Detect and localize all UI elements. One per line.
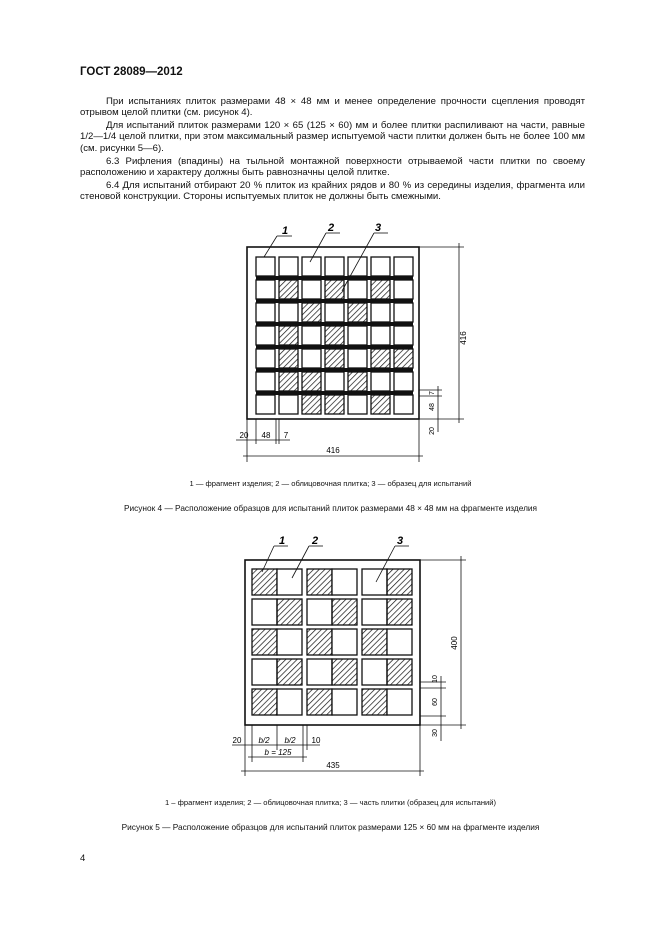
fig5-test-sample [387, 599, 412, 625]
fig4-test-sample [325, 280, 344, 299]
fig4-test-sample [371, 395, 390, 414]
fig4-test-sample [325, 349, 344, 368]
fig5-test-sample [277, 599, 302, 625]
fig4-test-sample [371, 280, 390, 299]
fig5-test-sample [362, 689, 387, 715]
fig5-dim-half-b: b/2 [284, 736, 296, 745]
fig4-joint [256, 368, 413, 372]
fig4-tile [256, 395, 275, 414]
fig5-test-sample [332, 599, 357, 625]
fig5-test-sample [387, 569, 412, 595]
fig4-joint [256, 345, 413, 349]
fig4-dim-width: 416 [326, 446, 340, 455]
page-number: 4 [80, 853, 86, 864]
fig4-legend: 1 — фрагмент изделия; 2 — облицовочная плитка; 3 — образец для испытаний [189, 479, 472, 488]
fig4-tile [394, 395, 413, 414]
fig4-callout-2: 2 [328, 222, 335, 234]
fig5-caption: Рисунок 5 — Расположение образцов для испытаний плиток размерами 125 × 60 мм на фрагменте изделия [121, 822, 540, 832]
paragraph-2: Для испытаний плиток размерами 120 × 65 (125 × 60) мм и более плитки распиливают на части, равные 1/2—1/4 целой плитки, при этом максимальный размер испытуемой части плитки должен быть не более 100 мм (см. рисунки 5—6). [80, 120, 585, 154]
fig4-test-sample [279, 349, 298, 368]
fig4-tile [325, 303, 344, 322]
fig4-test-sample [279, 280, 298, 299]
fig5-tile [252, 599, 277, 625]
fig5-legend: 1 – фрагмент изделия; 2 — облицовочная плитка; 3 — часть плитки (образец для испытаний) [164, 798, 497, 807]
page-header: ГОСТ 28089—2012 [80, 66, 183, 78]
fig5-tile [332, 569, 357, 595]
fig4-callout-3: 3 [375, 222, 382, 234]
fig4-tile [394, 280, 413, 299]
fig4-test-sample [394, 349, 413, 368]
fig4-test-sample [302, 303, 321, 322]
fig4-test-sample [302, 372, 321, 391]
fig5-tile [307, 599, 332, 625]
paragraph-1: При испытаниях плиток размерами 48 × 48 мм и менее определение прочности сцепления проводят отрывом целой плитки (см. рисунок 4). [80, 96, 585, 119]
fig5-callout-2: 2 [312, 535, 319, 547]
fig4-joint [256, 322, 413, 326]
fig4-tile [371, 326, 390, 345]
fig4-tile [279, 395, 298, 414]
fig4-test-sample [325, 395, 344, 414]
fig4-caption: Рисунок 4 — Расположение образцов для испытаний плиток размерами 48 × 48 мм на фрагменте изделия [123, 503, 538, 513]
fig4-tile [394, 372, 413, 391]
fig4-tile [302, 280, 321, 299]
fig4-tile [256, 257, 275, 276]
fig5-dim-height: 400 [450, 636, 459, 650]
fig5-dim-tile-h: 60 [432, 698, 439, 706]
fig4-tile [302, 326, 321, 345]
paragraph-3: 6.3 Рифления (впадины) на тыльной монтажной поверхности отрываемой части плитки по своему расположению и характеру должны быть равнозначны целой плитке. [80, 156, 585, 179]
fig5-test-sample [362, 629, 387, 655]
fig4-tile [256, 326, 275, 345]
fig5-test-sample [387, 659, 412, 685]
fig5-tile [387, 689, 412, 715]
fig4-dim-tile: 48 [261, 431, 271, 440]
paragraph-4: 6.4 Для испытаний отбирают 20 % плиток из крайних рядов и 80 % из середины изделия, фрагмента или стеновой конструкции. Стороны испытуемых плиток не должны быть смежными. [80, 180, 585, 203]
fig4-dim-tile-v: 48 [429, 403, 436, 411]
fig4-tile [256, 303, 275, 322]
fig5-dim-joint-h: 10 [432, 675, 439, 683]
fig4-test-sample [371, 349, 390, 368]
fig5-tile [252, 659, 277, 685]
fig4-tile [348, 326, 367, 345]
fig4-joint [256, 299, 413, 303]
fig5-test-sample [332, 659, 357, 685]
fig4-tile [302, 349, 321, 368]
fig5-callout-3: 3 [397, 535, 404, 547]
fig5-callout-1: 1 [279, 535, 286, 547]
fig5-tile [307, 659, 332, 685]
fig5-tile [362, 659, 387, 685]
fig5-test-sample [277, 659, 302, 685]
fig5-tile [362, 569, 387, 595]
fig5-dim-joint: 10 [311, 736, 321, 745]
fig4-tile [371, 303, 390, 322]
fig4-dim-edge-v: 20 [429, 427, 436, 435]
fig5-test-sample [307, 569, 332, 595]
fig4-callout-1: 1 [282, 225, 289, 237]
fig4-tile [394, 326, 413, 345]
fig5-tile [277, 629, 302, 655]
fig4-tile [348, 280, 367, 299]
fig5-grid [245, 560, 420, 725]
fig4-tile [256, 372, 275, 391]
fig4-tile [279, 257, 298, 276]
fig5-dim-b-total: b = 125 [264, 748, 292, 757]
fig5-dim-half-a: b/2 [258, 736, 270, 745]
fig5-dim-bottom: 30 [432, 729, 439, 737]
fig4-tile [348, 395, 367, 414]
fig5-test-sample [252, 689, 277, 715]
fig5-tile [277, 689, 302, 715]
fig4-tile [325, 372, 344, 391]
fig4-test-sample [348, 372, 367, 391]
fig4-tile [348, 257, 367, 276]
fig4-test-sample [348, 303, 367, 322]
fig4-dim-joint-v: 7 [429, 391, 436, 395]
fig4-tile [348, 349, 367, 368]
fig4-tile [279, 303, 298, 322]
fig4-dim-height: 416 [459, 331, 468, 345]
fig4-test-sample [325, 326, 344, 345]
fig5-tile [362, 599, 387, 625]
fig4-tile [256, 280, 275, 299]
fig4-test-sample [302, 395, 321, 414]
fig5-test-sample [252, 569, 277, 595]
fig5-test-sample [307, 629, 332, 655]
fig5-tile [277, 569, 302, 595]
fig4-joint [256, 276, 413, 280]
fig4-tile [325, 257, 344, 276]
fig4-tile [371, 372, 390, 391]
fig4-dim-edge: 20 [239, 431, 249, 440]
fig5-tile [332, 629, 357, 655]
fig4-tile [394, 257, 413, 276]
fig4-joint [256, 391, 413, 395]
fig5-test-sample [307, 689, 332, 715]
fig5-test-sample [252, 629, 277, 655]
fig5-dim-edge: 20 [232, 736, 242, 745]
fig4-test-sample [279, 372, 298, 391]
fig5-tile [332, 689, 357, 715]
fig4-grid [247, 247, 419, 419]
fig5-dim-width: 435 [326, 761, 340, 770]
fig4-dim-joint: 7 [283, 431, 289, 440]
fig4-tile [394, 303, 413, 322]
fig4-test-sample [279, 326, 298, 345]
fig4-tile [256, 349, 275, 368]
fig4-tile [371, 257, 390, 276]
fig5-tile [387, 629, 412, 655]
